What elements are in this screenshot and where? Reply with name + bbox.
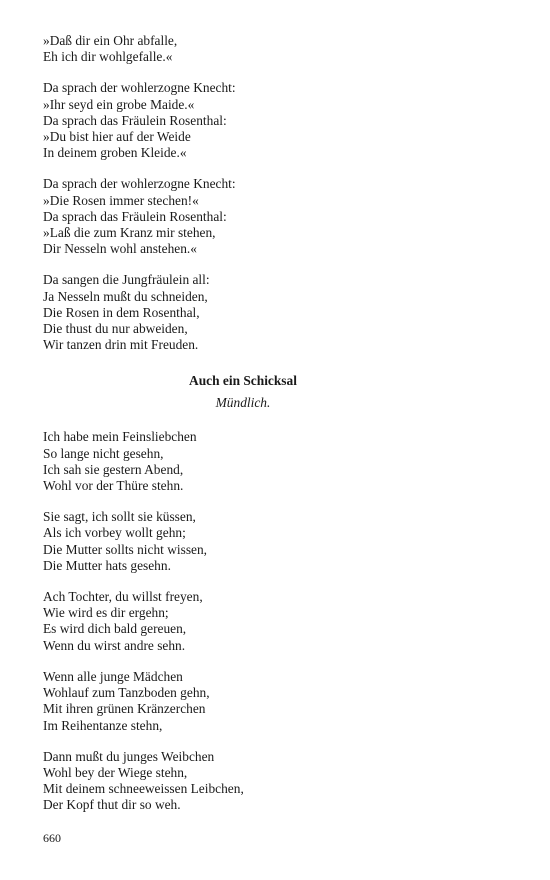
- verse-line: Es wird dich bald gereuen,: [43, 621, 187, 637]
- verse-line: Die Mutter hats gesehn.: [43, 557, 171, 573]
- verse-line: Die Mutter sollts nicht wissen,: [43, 541, 208, 557]
- verse-line: Da sprach der wohlerzogne Knecht:: [43, 80, 236, 96]
- verse-line: Wohl bey der Wiege stehn,: [43, 764, 188, 780]
- poem-auch-ein-schicksal: [43, 429, 443, 813]
- verse-line: Ich habe mein Feinsliebchen: [43, 429, 197, 445]
- verse-line: Als ich vorbey wollt gehn;: [43, 525, 186, 541]
- verse-line: Wohlauf zum Tanzboden gehn,: [43, 685, 210, 701]
- page-number: 660: [43, 831, 61, 845]
- verse-line: Da sprach der wohlerzogne Knecht:: [43, 176, 236, 192]
- verse-line: Dir Nesseln wohl anstehen.«: [43, 241, 197, 257]
- verse-line: Ja Nesseln mußt du schneiden,: [43, 288, 208, 304]
- verse-line: Wenn alle junge Mädchen: [43, 668, 183, 684]
- verse-line: Da sprach das Fräulein Rosenthal:: [43, 112, 227, 128]
- poem-continuation: [43, 33, 443, 353]
- verse-line: Der Kopf thut dir so weh.: [43, 797, 181, 813]
- verse-line: Die thust du nur abweiden,: [43, 321, 188, 337]
- verse-line: Ich sah sie gestern Abend,: [43, 461, 184, 477]
- verse-line: Da sangen die Jungfräulein all:: [43, 272, 210, 288]
- stanza: [43, 80, 443, 161]
- verse-line: Ach Tochter, du willst freyen,: [43, 589, 203, 605]
- stanza: [43, 509, 443, 574]
- verse-line: Wohl vor der Thüre stehn.: [43, 478, 184, 494]
- verse-line: Wenn du wirst andre sehn.: [43, 637, 186, 653]
- verse-line: Wie wird es dir ergehn;: [43, 605, 169, 621]
- stanza: [43, 749, 443, 814]
- verse-line: Eh ich dir wohlgefalle.«: [43, 49, 173, 65]
- verse-line: Sie sagt, ich sollt sie küssen,: [43, 509, 196, 525]
- stanza: [43, 429, 443, 494]
- verse-line: Im Reihentanze stehn,: [43, 717, 163, 733]
- verse-line: In deinem groben Kleide.«: [43, 145, 187, 161]
- verse-line: »Laß die zum Kranz mir stehen,: [43, 225, 216, 241]
- poem-title: Auch ein Schicksal: [189, 373, 297, 389]
- verse-line: »Daß dir ein Ohr abfalle,: [43, 33, 178, 48]
- page-body: [43, 33, 443, 829]
- verse-line: Wir tanzen drin mit Freuden.: [43, 337, 199, 353]
- verse-line: Mit deinem schneeweissen Leibchen,: [43, 781, 244, 797]
- verse-line: So lange nicht gesehn,: [43, 445, 164, 461]
- stanza: [43, 272, 443, 353]
- verse-line: »Ihr seyd ein grobe Maide.«: [43, 96, 195, 112]
- verse-line: Da sprach das Fräulein Rosenthal:: [43, 208, 227, 224]
- verse-line: Dann mußt du junges Weibchen: [43, 748, 215, 764]
- poem-source: Mündlich.: [215, 395, 271, 411]
- stanza: [43, 669, 443, 734]
- stanza: [43, 589, 443, 654]
- verse-line: Mit ihren grünen Kränzerchen: [43, 701, 206, 717]
- verse-line: »Du bist hier auf der Weide: [43, 129, 191, 145]
- stanza: [43, 33, 443, 65]
- stanza: [43, 176, 443, 257]
- verse-line: »Die Rosen immer stechen!«: [43, 192, 199, 208]
- verse-line: Die Rosen in dem Rosenthal,: [43, 304, 200, 320]
